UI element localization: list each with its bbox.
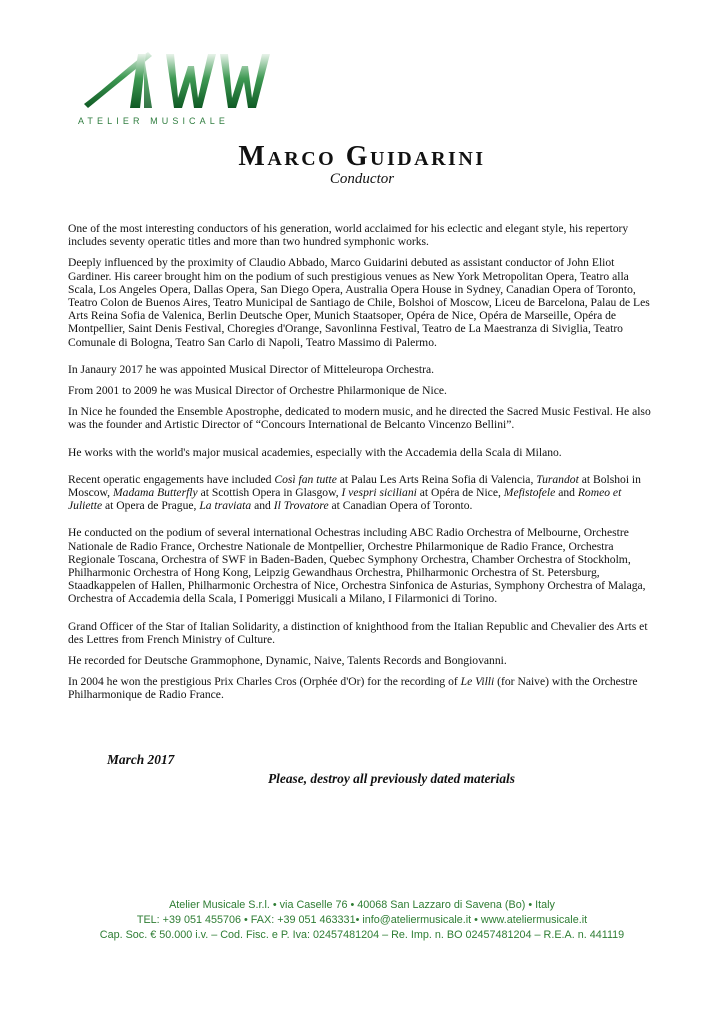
text-run: at Palau Les Arts Reina Sofia di Valencia, <box>336 472 537 486</box>
bio-paragraph: In Nice he founded the Ensemble Apostrophe, dedicated to modern music, and he directed the Sacred Music Festival. He also was the founder and Artistic Director of “Concours International de Belcanto Vincenzo Bellini”. <box>68 405 651 432</box>
prize-paragraph <box>68 675 658 701</box>
destroy-notice: Please, destroy all previously dated materials <box>268 771 515 786</box>
text-run: at Canadian Opera of Toronto. <box>328 499 473 513</box>
footer-address: Atelier Musicale S.r.l. • via Caselle 76 • 40068 San Lazzaro di Savena (Bo) • Italy <box>169 899 555 911</box>
logo-tagline: ATELIER MUSICALE <box>78 116 229 126</box>
text-run: and <box>251 499 274 513</box>
bio-paragraph: He works with the world's major musical academies, especially with the Accademia della Scala di Milano. <box>68 445 562 459</box>
text-run: at Scottish Opera in Glasgow, <box>197 486 342 500</box>
opera-title: Romeo et Juliette <box>68 486 622 513</box>
text-run: at Opera de Prague, <box>102 499 200 513</box>
orchestras-paragraph: He conducted on the podium of several international Ochestras including ABC Radio Orchestra of Melbourne, Orchestre Nationale de Radio France, Orchestre Nationale de Montpellier, Orchestre Philarmonique de Radio France, Orchestra Regionale Toscana, Orchestra of SWF in Baden-Baden, Quebec Symphony Orchestra, Chamber Orchestra of Stockholm, Philharmonic Orchestra of Hong Kong, Leipzig Gewandhaus Orchestra, Philharmonic Orchestra of St. Petersburg, Staadkappelen of Hallen, Philharmonic Orchestra of Nice, Orchestra Sinfonica de Asturias, Symphony Orchestra of Malaga, Orchestra of Accademia della Scala, I Pomeriggi Musicali a Milano, I Filarmonici di Torino. <box>68 526 646 606</box>
footer-contacts: TEL: +39 051 455706 • FAX: +39 051 463331• info@ateliermusicale.it • www.ateliermusicale.it <box>136 914 588 926</box>
opera-title: Il Trovatore <box>273 499 329 513</box>
text-run: and <box>555 486 578 500</box>
opera-title: I vespri siciliani <box>341 486 417 500</box>
opera-title: Madama Butterfly <box>112 486 198 500</box>
footer-registration: Cap. Soc. € 50.000 i.v. – Cod. Fisc. e P. Iva: 02457481204 – Re. Imp. n. BO 02457481204 – R.E.A. n. 441119 <box>99 929 625 941</box>
text-run: at Opéra de Nice, <box>416 486 504 500</box>
bio-paragraph: From 2001 to 2009 he was Musical Director of Orchestre Philarmonique de Nice. <box>68 384 447 398</box>
opera-title: La traviata <box>199 499 252 513</box>
recordings-paragraph: He recorded for Deutsche Grammophone, Dynamic, Naive, Talents Records and Bongiovanni. <box>68 654 507 668</box>
opera-title: Mefistofele <box>503 486 556 500</box>
document-date: March 2017 <box>107 752 175 767</box>
text-run: (for Naive) with the Orchestre Philharmonique de Radio France. <box>68 675 638 702</box>
text-run: at Bolshoi in Moscow, <box>68 472 641 500</box>
bio-paragraph: Deeply influenced by the proximity of Claudio Abbado, Marco Guidarini debuted as assistant conductor of John Eliot Gardiner. His career brought him on the podium of such prestigious venues as New York Metropolitan Opera, Teatro alla Scala, Los Angeles Opera, Dallas Opera, San Diego Opera, Australia Opera House in Sydney, Canadian Opera of Toronto, Teatro Colon de Buenos Aires, Teatro Municipal de Santiago de Chile, Bolshoi of Moscow, Liceu de Barcelona, Palau de Les Arts Reina Sofia de Valenica, Berlin Deutsche Oper, Munich Staatsoper, Opéra de Nice, Opéra de Marseille, Opéra de Montpellier, Saint Denis Festival, Choregies d'Orange, Savonlinna Festival, Teatro de La Maestranza di Siviglia, Teatro Comunale di Bologna, Teatro San Carlo di Napoli, Teatro Massimo di Palermo. <box>68 256 650 349</box>
artist-role: Conductor <box>329 171 395 187</box>
text-run: Recent operatic engagements have included <box>68 472 275 486</box>
engagements-paragraph <box>68 473 658 513</box>
recording-title: Le Villi <box>460 675 495 689</box>
biography <box>68 222 658 710</box>
artist-name: Marco Guidarini <box>238 141 486 172</box>
opera-title: Così fan tutte <box>274 472 337 486</box>
opera-title: Turandot <box>536 472 579 486</box>
company-footer <box>0 898 724 943</box>
logo-mark-icon <box>78 46 278 116</box>
atelier-musicale-logo <box>78 46 278 132</box>
text-run: In 2004 he won the prestigious Prix Charles Cros (Orphée d'Or) for the recording of <box>68 675 461 689</box>
bio-paragraph: One of the most interesting conductors of his generation, world acclaimed for his eclectic and elegant style, his repertory includes seventy operatic titles and more than two hundred symphonic works. <box>68 222 629 249</box>
honors-paragraph: Grand Officer of the Star of Italian Solidarity, a distinction of knighthood from the Italian Republic and Chevalier des Arts et des Lettres from French Ministry of Culture. <box>68 619 648 646</box>
bio-paragraph: In Janaury 2017 he was appointed Musical Director of Mitteleuropa Orchestra. <box>68 362 435 376</box>
